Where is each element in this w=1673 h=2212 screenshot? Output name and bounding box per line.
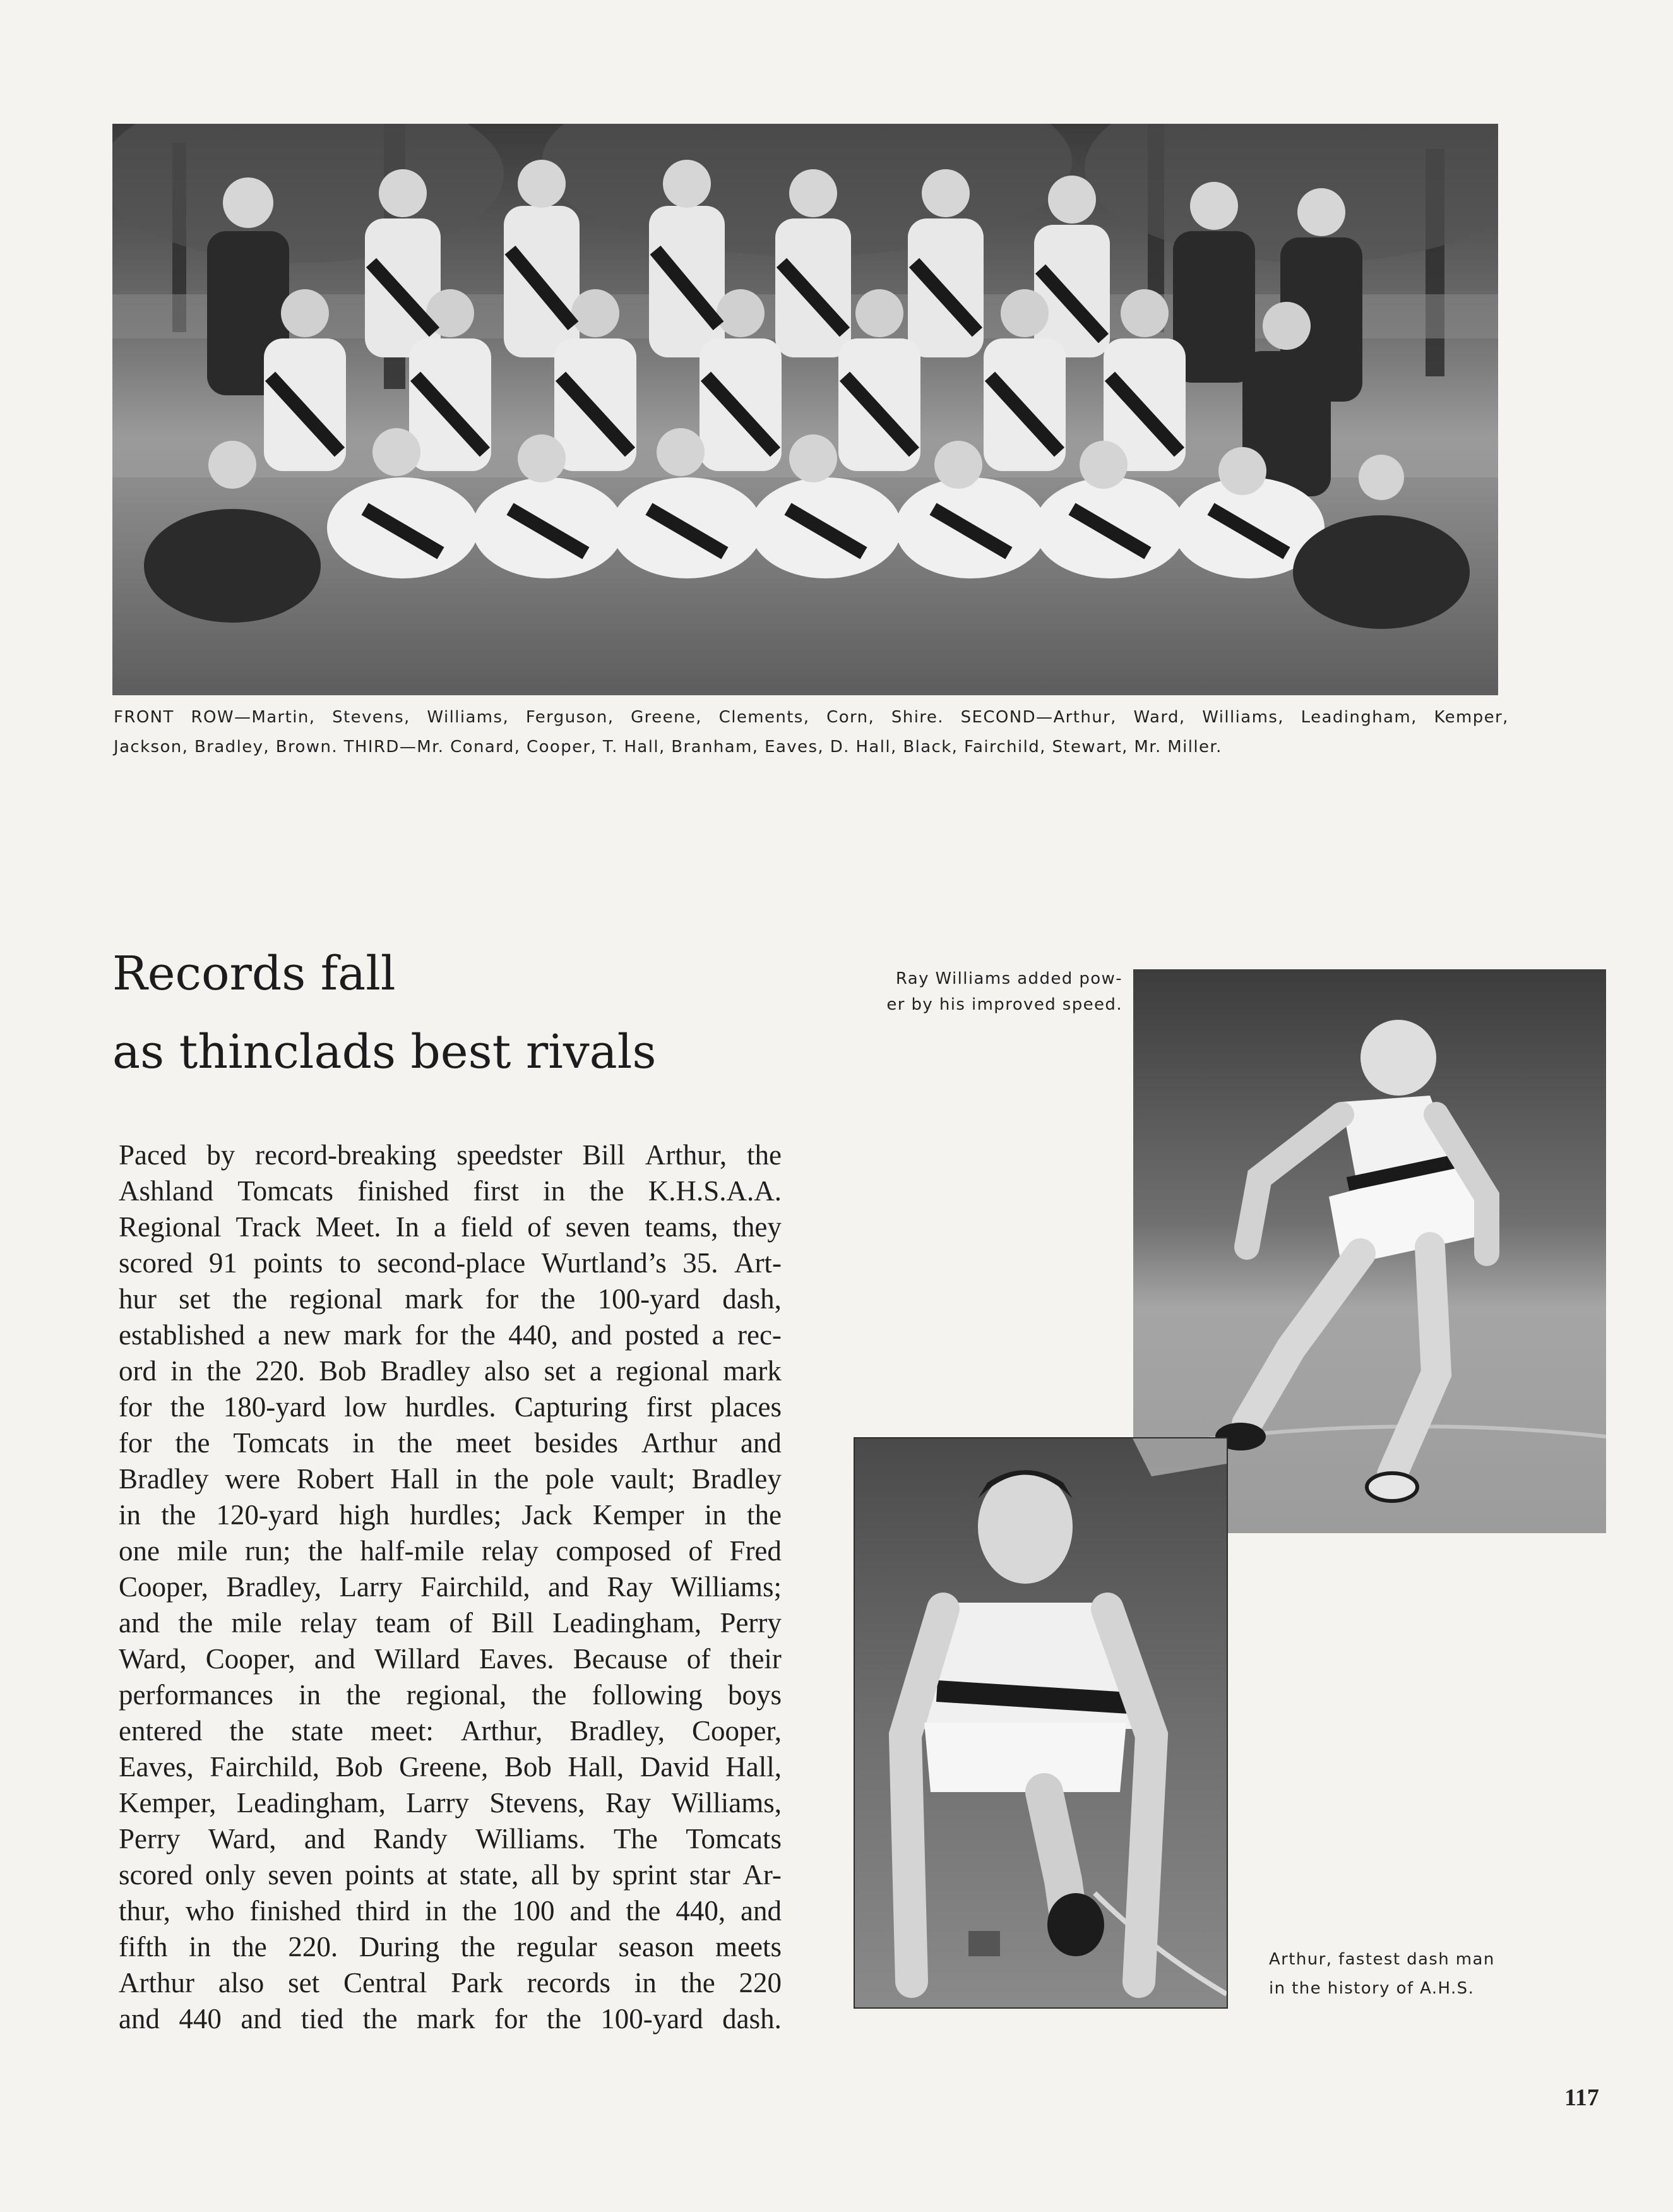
article-word: the: [398, 1427, 433, 1459]
article-word: pole: [545, 1463, 595, 1495]
article-word: in: [543, 1175, 566, 1207]
team-caption-word: Leadingham,: [1301, 708, 1417, 727]
article-word: also: [218, 1967, 265, 1999]
team-caption-line: Jackson, Bradley, Brown. THIRD—Mr. Conard, Cooper, T. Hall, Branham, Eaves, D. Hall, Black, Fairchild, Stewart, Mr. Miller.: [114, 738, 1222, 756]
article-word: 100: [512, 1895, 555, 1927]
article-word: Meet.: [315, 1211, 381, 1243]
article-word: Regional: [119, 1211, 222, 1243]
article-word: the: [680, 1967, 715, 1999]
article-word: and: [314, 1643, 355, 1675]
article-word: in: [189, 1931, 211, 1963]
article-word: seven: [268, 1859, 333, 1891]
article-word: of: [527, 1211, 551, 1243]
article-word: following: [592, 1679, 703, 1711]
article-word: points: [253, 1247, 323, 1279]
article-word: a: [258, 1319, 271, 1351]
article-word: points: [345, 1859, 415, 1891]
article-word: Bradley,: [569, 1715, 665, 1747]
article-word: in: [634, 1967, 657, 1999]
arthur-caption-line: in the history of A.H.S.: [1269, 1979, 1475, 1998]
article-word: tied: [301, 2003, 344, 2035]
article-word: mark: [723, 1355, 782, 1387]
article-word: 220.: [255, 1355, 306, 1387]
article-word: Cooper,: [692, 1715, 782, 1747]
team-caption-word: Corn,: [826, 708, 875, 727]
article-word: mark: [405, 1283, 463, 1315]
article-word: mile: [231, 1607, 282, 1639]
article-word: Bradley: [119, 1463, 209, 1495]
article-word: for: [119, 1391, 152, 1423]
williams-caption-line: er by his improved speed.: [886, 995, 1122, 1014]
article-line: [119, 1425, 782, 1461]
article-word: a: [711, 1319, 725, 1351]
article-word: thur,: [119, 1895, 170, 1927]
article-word: and: [740, 1427, 782, 1459]
article-word: half-mile: [360, 1535, 465, 1567]
article-line: [119, 1569, 782, 1605]
article-word: and: [571, 1319, 612, 1351]
article-word: set: [288, 1967, 320, 1999]
article-word: performances: [119, 1679, 273, 1711]
article-word: Capturing: [514, 1391, 628, 1423]
article-word: The: [613, 1823, 658, 1855]
article-word: Ar-: [742, 1859, 782, 1891]
article-word: Track: [235, 1211, 301, 1243]
article-word: During: [359, 1931, 440, 1963]
article-word: season: [618, 1931, 694, 1963]
arthur-photo: [854, 1437, 1228, 2009]
article-word: the: [589, 1175, 624, 1207]
article-word: the: [170, 1391, 205, 1423]
article-word: by: [206, 1139, 235, 1171]
article-word: only: [205, 1859, 256, 1891]
article-word: Leadingham,: [236, 1787, 386, 1819]
article-word: Kemper: [592, 1499, 684, 1531]
article-word: and: [547, 1571, 589, 1603]
article-line: [119, 1893, 782, 1929]
article-line: [119, 1785, 782, 1821]
article-word: meets: [715, 1931, 782, 1963]
team-photo-caption: [114, 703, 1509, 762]
article-word: Ward,: [119, 1643, 187, 1675]
article-word: and: [741, 1895, 782, 1927]
williams-caption-line: Ray Williams added pow-: [895, 969, 1122, 988]
article-word: places: [710, 1391, 782, 1423]
article-line: [119, 1497, 782, 1533]
headline-line-2: as thinclads best rivals: [112, 1025, 657, 1079]
article-word: Hall,: [568, 1751, 624, 1783]
team-caption-word: Clements,: [718, 708, 810, 727]
article-line: [119, 1605, 782, 1641]
article-word: in: [704, 1499, 727, 1531]
article-word: the: [232, 1283, 268, 1315]
article-body: [119, 1137, 782, 2037]
article-word: in: [119, 1499, 141, 1531]
team-caption-word: SECOND—Arthur,: [960, 708, 1117, 727]
article-line: [119, 1389, 782, 1425]
article-line: [119, 1245, 782, 1281]
article-word: and: [241, 2003, 282, 2035]
article-word: for: [119, 1427, 152, 1459]
article-word: Bradley: [691, 1463, 782, 1495]
article-word: dash,: [722, 1283, 782, 1315]
article-word: Cooper,: [119, 1571, 208, 1603]
article-word: Wurtland’s: [541, 1247, 667, 1279]
article-word: for: [414, 1319, 448, 1351]
article-word: speedster: [456, 1139, 563, 1171]
article-word: they: [732, 1211, 782, 1243]
article-word: fifth: [119, 1931, 168, 1963]
article-word: Ashland: [119, 1175, 213, 1207]
article-word: 440,: [676, 1895, 726, 1927]
article-word: Art-: [734, 1247, 782, 1279]
article-word: established: [119, 1319, 245, 1351]
article-word: of: [686, 1643, 711, 1675]
article-word: boys: [727, 1679, 782, 1711]
article-line: [119, 1317, 782, 1353]
article-word: set: [179, 1283, 211, 1315]
article-word: who: [185, 1895, 235, 1927]
article-word: the: [460, 1931, 496, 1963]
article-word: the: [540, 1283, 576, 1315]
article-word: Ray: [607, 1571, 653, 1603]
article-word: the: [161, 1499, 196, 1531]
article-word: in: [425, 1895, 448, 1927]
article-word: for: [494, 2003, 528, 2035]
team-caption-word: Ward,: [1133, 708, 1186, 727]
article-word: Central: [343, 1967, 427, 1999]
article-word: and: [119, 1607, 160, 1639]
article-word: Hall: [390, 1463, 439, 1495]
article-word: Arthur: [641, 1427, 717, 1459]
article-word: mile: [177, 1535, 228, 1567]
article-word: 220: [739, 1967, 782, 1999]
article-line: [119, 1677, 782, 1713]
article-word: the: [206, 1355, 242, 1387]
article-word: relay: [300, 1607, 357, 1639]
article-word: the: [626, 1895, 661, 1927]
article-word: state,: [459, 1859, 519, 1891]
article-word: the: [532, 1679, 567, 1711]
article-word: low: [344, 1391, 387, 1423]
article-word: in: [352, 1427, 375, 1459]
arthur-photo-image: [855, 1438, 1227, 2007]
article-word: Eaves.: [479, 1643, 554, 1675]
article-word: Perry: [119, 1823, 181, 1855]
team-caption-word: Ferguson,: [525, 708, 614, 727]
article-word: vault;: [610, 1463, 676, 1495]
article-line: [119, 1857, 782, 1893]
article-word: scored: [119, 1859, 193, 1891]
article-word: high: [339, 1499, 390, 1531]
article-word: first: [473, 1175, 519, 1207]
article-word: Arthur: [119, 1967, 194, 1999]
team-caption-word: ROW—Martin,: [191, 708, 316, 727]
article-word: the: [546, 2003, 581, 2035]
article-word: Perry: [720, 1607, 782, 1639]
article-word: by: [571, 1859, 600, 1891]
article-word: hurdles.: [405, 1391, 496, 1423]
article-word: posted: [624, 1319, 700, 1351]
article-word: Larry: [406, 1787, 470, 1819]
article-word: teams,: [645, 1211, 718, 1243]
article-word: Bob: [319, 1355, 367, 1387]
article-line: [119, 1461, 782, 1497]
article-word: finished: [357, 1175, 450, 1207]
article-word: team: [375, 1607, 431, 1639]
article-word: and: [304, 1823, 345, 1855]
article-word: Stevens,: [489, 1787, 585, 1819]
article-word: Eaves,: [119, 1751, 194, 1783]
article-word: to: [338, 1247, 361, 1279]
team-caption-word: Williams,: [1202, 708, 1284, 727]
article-word: Paced: [119, 1139, 187, 1171]
article-word: meet: [456, 1427, 511, 1459]
article-word: and: [119, 2003, 160, 2035]
article-word: seven: [565, 1211, 631, 1243]
team-caption-word: Williams,: [427, 708, 509, 727]
article-word: a: [589, 1355, 602, 1387]
team-caption-word: Stevens,: [332, 708, 410, 727]
article-word: third: [356, 1895, 410, 1927]
article-word: hur: [119, 1283, 157, 1315]
article-word: Kemper,: [119, 1787, 217, 1819]
article-word: Arthur,: [460, 1715, 543, 1747]
article-word: state: [291, 1715, 343, 1747]
article-word: regional: [289, 1283, 383, 1315]
article-word: 100-yard: [597, 1283, 701, 1315]
article-word: Tomcats: [686, 1823, 782, 1855]
article-word: the: [747, 1499, 782, 1531]
article-word: composed: [556, 1535, 671, 1567]
article-line: [119, 1641, 782, 1677]
article-word: their: [729, 1643, 782, 1675]
team-caption-word: FRONT: [114, 708, 174, 727]
article-word: hurdles;: [410, 1499, 502, 1531]
article-word: Williams,: [671, 1787, 782, 1819]
article-word: 220.: [288, 1931, 338, 1963]
article-word: Tomcats: [233, 1427, 330, 1459]
article-line: [119, 1209, 782, 1245]
article-line: [119, 1137, 782, 1173]
article-line: [119, 1533, 782, 1569]
article-word: 180-yard: [223, 1391, 326, 1423]
article-word: Bob: [504, 1751, 552, 1783]
article-word: Tomcats: [237, 1175, 334, 1207]
article-word: Ward,: [208, 1823, 277, 1855]
article-word: Fairchild,: [420, 1571, 530, 1603]
article-word: at: [426, 1859, 448, 1891]
article-word: Leadingham,: [552, 1607, 702, 1639]
article-word: mark: [417, 2003, 475, 2035]
article-word: Bill: [491, 1607, 534, 1639]
article-word: besides: [534, 1427, 619, 1459]
article-word: 120-yard: [216, 1499, 319, 1531]
article-word: Jack: [521, 1499, 573, 1531]
article-word: the: [460, 1319, 496, 1351]
article-word: in: [455, 1463, 478, 1495]
article-word: regional,: [406, 1679, 507, 1711]
article-word: the: [346, 1679, 381, 1711]
article-line: [119, 1173, 782, 1209]
article-word: star: [689, 1859, 730, 1891]
article-word: were: [225, 1463, 280, 1495]
article-word: Larry: [339, 1571, 403, 1603]
article-word: the: [232, 1931, 267, 1963]
article-word: ord: [119, 1355, 157, 1387]
article-word: 100-yard: [600, 2003, 703, 2035]
article-word: Hall,: [725, 1751, 782, 1783]
article-word: rec-: [737, 1319, 782, 1351]
article-word: the: [178, 1607, 213, 1639]
article-line: [119, 1749, 782, 1785]
article-word: also: [484, 1355, 530, 1387]
article-word: Arthur,: [645, 1139, 727, 1171]
article-word: dash.: [722, 2003, 782, 2035]
article-word: for: [485, 1283, 519, 1315]
article-word: in: [170, 1355, 193, 1387]
article-word: Bradley,: [226, 1571, 322, 1603]
article-word: 440: [179, 2003, 222, 2035]
article-line: [119, 1821, 782, 1857]
article-word: regular: [516, 1931, 597, 1963]
article-word: new: [283, 1319, 331, 1351]
article-word: all: [530, 1859, 559, 1891]
article-word: 35.: [682, 1247, 718, 1279]
article-word: Willard: [374, 1643, 460, 1675]
article-word: and: [569, 1895, 611, 1927]
article-word: run;: [245, 1535, 291, 1567]
article-headline: [112, 935, 656, 1091]
article-word: first: [646, 1391, 693, 1423]
team-caption-line: [114, 703, 1509, 732]
article-word: one: [119, 1535, 160, 1567]
article-word: Park: [451, 1967, 503, 1999]
article-word: second-place: [377, 1247, 526, 1279]
article-line: [119, 1929, 782, 1965]
article-word: sprint: [612, 1859, 677, 1891]
article-word: record-breaking: [255, 1139, 437, 1171]
article-word: finished: [249, 1895, 342, 1927]
article-line: [119, 1713, 782, 1749]
article-line: [119, 1965, 782, 2001]
team-photo: [112, 124, 1498, 695]
article-word: In: [395, 1211, 419, 1243]
article-word: the: [746, 1139, 782, 1171]
article-word: Fred: [729, 1535, 782, 1567]
article-word: of: [688, 1535, 712, 1567]
article-word: entered: [119, 1715, 203, 1747]
team-caption-word: Kemper,: [1434, 708, 1509, 727]
article-word: Bill: [582, 1139, 625, 1171]
article-word: a: [433, 1211, 446, 1243]
arthur-caption-line: Arthur, fastest dash man: [1269, 1950, 1495, 1969]
article-word: relay: [481, 1535, 539, 1567]
team-photo-image: [112, 124, 1498, 695]
article-word: the: [229, 1715, 265, 1747]
article-word: K.H.S.A.A.: [648, 1175, 782, 1207]
article-word: scored: [119, 1247, 193, 1279]
article-line: [119, 1281, 782, 1317]
article-word: Robert: [296, 1463, 374, 1495]
article-word: mark: [343, 1319, 402, 1351]
article-word: Williams.: [475, 1823, 586, 1855]
article-word: meet:: [370, 1715, 434, 1747]
article-word: regional: [616, 1355, 710, 1387]
article-line: [119, 2001, 782, 2037]
article-word: Randy: [373, 1823, 448, 1855]
article-word: Because: [573, 1643, 668, 1675]
article-word: Williams;: [670, 1571, 782, 1603]
article-word: the: [308, 1535, 343, 1567]
article-word: of: [449, 1607, 473, 1639]
team-caption-word: Greene,: [631, 708, 702, 727]
article-word: records: [527, 1967, 611, 1999]
article-word: Fairchild,: [210, 1751, 319, 1783]
article-word: Bob: [335, 1751, 383, 1783]
article-word: the: [362, 2003, 398, 2035]
article-word: the: [175, 1427, 210, 1459]
article-line: [119, 1353, 782, 1389]
page-number: 117: [1564, 2084, 1599, 2111]
article-word: Cooper,: [205, 1643, 295, 1675]
article-word: David: [640, 1751, 710, 1783]
article-word: the: [494, 1463, 529, 1495]
article-word: set: [544, 1355, 576, 1387]
article-word: 91: [208, 1247, 237, 1279]
article-word: 440,: [508, 1319, 558, 1351]
article-word: the: [462, 1895, 497, 1927]
article-word: in: [299, 1679, 321, 1711]
williams-photo-caption: [832, 966, 1122, 1018]
article-word: Greene,: [399, 1751, 489, 1783]
team-caption-word: Shire.: [891, 708, 944, 727]
article-word: field: [460, 1211, 513, 1243]
article-word: Ray: [605, 1787, 652, 1819]
arthur-photo-caption: [1269, 1945, 1534, 2003]
article-word: Bradley: [380, 1355, 470, 1387]
headline-line-1: Records fall: [112, 947, 396, 1001]
